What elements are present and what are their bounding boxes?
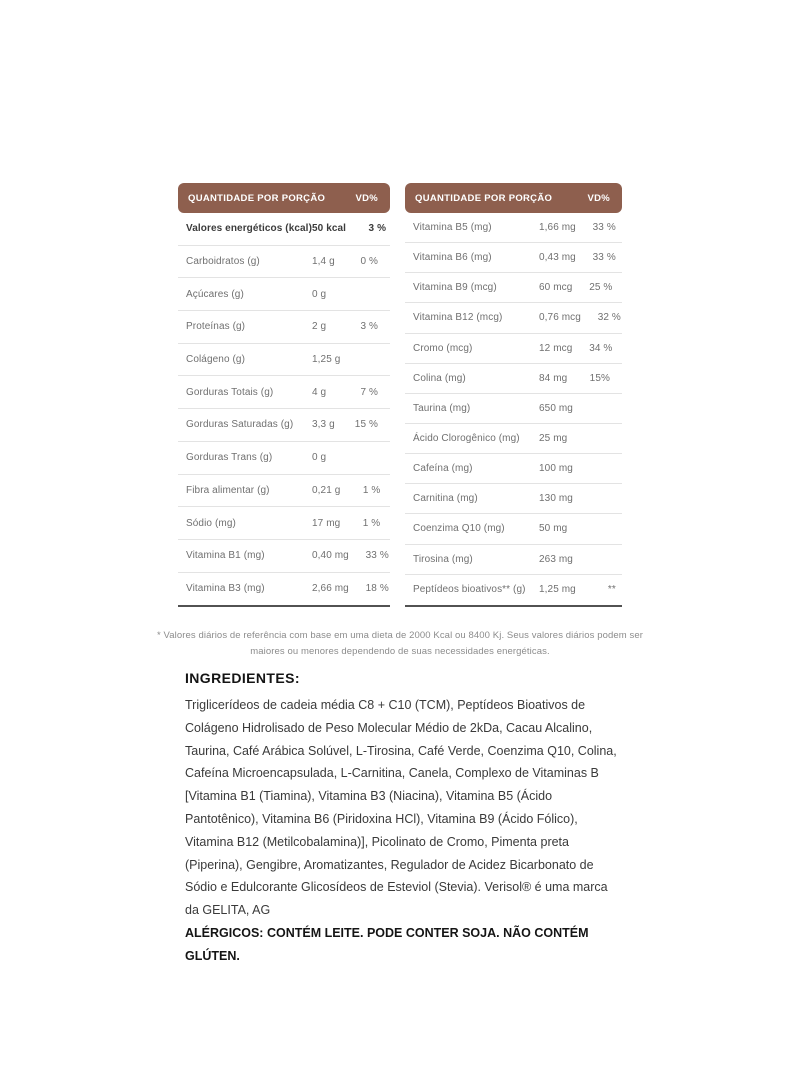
table-row [405,303,622,333]
table-body-right [405,213,622,607]
allergens-statement: ALÉRGICOS: CONTÉM LEITE. PODE CONTER SOJA. NÃO CONTÉM GLÚTEN. [185,925,589,963]
table-row [405,514,622,544]
nutrient-label: Carnitina (mg) [413,493,478,505]
table-row [178,213,390,246]
table-row [178,442,390,475]
nutrient-value: 650 mg [539,402,573,414]
table-header-right [405,183,622,213]
table-row [178,475,390,508]
nutrient-value: 0 g [312,288,327,300]
nutrient-daily-value: 33 % [592,252,616,264]
nutrient-value: 1,66 mg [539,222,576,234]
table-row [405,454,622,484]
nutrient-daily-value: 34 % [589,342,613,354]
nutrient-value: 0,43 mg [539,252,576,264]
column-header-vd: VD% [355,192,378,204]
nutrient-label: Sódio (mg) [186,517,236,529]
nutrient-label: Vitamina B9 (mcg) [413,282,497,294]
nutrient-value: 84 mg [539,372,568,384]
table-row [405,364,622,394]
nutrient-value: 130 mg [539,493,573,505]
table-row [405,424,622,454]
nutrient-daily-value: 15 % [354,419,378,431]
nutrient-value: 50 kcal [312,223,347,235]
nutrient-value: 1,25 mg [539,584,576,596]
nutrient-value: 25 mg [539,433,568,445]
nutrient-label: Gorduras Saturadas (g) [186,419,294,431]
table-row [405,273,622,303]
nutrient-daily-value: 1 % [362,484,381,496]
table-row [405,243,622,273]
nutrient-daily-value: 15% [589,372,610,384]
table-row [178,311,390,344]
nutrient-value: 0 g [312,452,327,464]
nutrient-value: 12 mcg [539,342,573,354]
nutrient-value: 4 g [312,386,327,398]
table-row [178,376,390,409]
nutrient-label: Gorduras Totais (g) [186,386,274,398]
nutrient-daily-value: 0 % [360,256,378,268]
table-row [405,213,622,243]
nutrient-daily-value: 7 % [360,386,378,398]
nutrient-label: Ácido Clorogênico (mg) [413,433,520,445]
nutrient-daily-value: 1 % [362,517,381,529]
nutrient-label: Colina (mg) [413,372,466,384]
table-row [178,246,390,279]
table-row [178,540,390,573]
nutrient-label: Valores energéticos (kcal) [186,223,312,235]
nutrient-label: Tirosina (mg) [413,553,473,565]
nutrient-value: 60 mcg [539,282,573,294]
nutrient-label: Coenzima Q10 (mg) [413,523,505,535]
table-header-left [178,183,390,213]
nutrient-value: 2,66 mg [312,583,349,595]
nutrient-value: 0,21 g [312,484,341,496]
nutrient-daily-value: 25 % [589,282,613,294]
nutrient-daily-value: 33 % [365,550,389,562]
table-row [405,545,622,575]
ingredients-text: Triglicerídeos de cadeia média C8 + C10 (TCM), Peptídeos Bioativos de Colágeno Hidrolisado de Peso Molecular Médio de 2kDa, Cacau Alcalino, Taurina, Café Arábica Solúvel, L-Tirosina, Café Verde, Coenzima Q10, Colina, Cafeína Microencapsulada, L-Carnitina, Canela, Complexo de Vitaminas B [Vitamina B1 (Tiamina), Vitamina B3 (Niacina), Vitamina B5 (Ácido Pantotênico), Vitamina B6 (Piridoxina HCl), Vitamina B9 (Ácido Fólico), Vitamina B12 (Metilcobalamina)], Picolinato de Cromo, Pimenta preta (Piperina), Gengibre, Aromatizantes, Regulador de Acidez Bicarbonato de Sódio e Edulcorante Glicosídeos de Esteviol (Stevia). Verisol® é uma marca da GELITA, AG [185,698,617,918]
ingredients-section [185,670,622,968]
nutrient-label: Vitamina B3 (mg) [186,583,265,595]
nutrient-label: Gorduras Trans (g) [186,452,273,464]
nutrient-value: 1,4 g [312,256,335,268]
nutrition-table-left [178,183,390,607]
nutrient-label: Proteínas (g) [186,321,246,333]
nutrient-label: Colágeno (g) [186,354,246,366]
table-row [405,575,622,605]
daily-values-footnote: * Valores diários de referência com base em uma dieta de 2000 Kcal ou 8400 Kj. Seus valores diários podem ser maiores ou menores dependendo de suas necessidades energéticas. [157,630,643,657]
nutrient-label: Fibra alimentar (g) [186,484,270,496]
nutrient-label: Vitamina B5 (mg) [413,222,492,234]
nutrient-value: 3,3 g [312,419,335,431]
nutrient-label: Cromo (mcg) [413,342,473,354]
nutrient-value: 17 mg [312,517,341,529]
table-row [405,334,622,364]
table-row [178,573,390,606]
table-row [405,394,622,424]
nutrient-label: Cafeína (mg) [413,463,473,475]
column-header-vd: VD% [587,192,610,204]
nutrient-label: Vitamina B12 (mcg) [413,312,503,324]
nutrient-label: Vitamina B1 (mg) [186,550,265,562]
nutrient-label: Carboidratos (g) [186,256,260,268]
nutrient-label: Taurina (mg) [413,402,471,414]
table-row [178,344,390,377]
table-row [178,409,390,442]
table-body-left [178,213,390,607]
table-row [178,278,390,311]
nutrient-daily-value: 32 % [597,312,621,324]
nutrient-daily-value: 33 % [592,222,616,234]
column-header-quantity: QUANTIDADE POR PORÇÃO [188,192,326,204]
nutrient-value: 100 mg [539,463,573,475]
nutrient-label: Açúcares (g) [186,288,244,300]
nutrient-daily-value: 3 % [368,223,387,235]
nutrient-value: 50 mg [539,523,568,535]
nutrient-daily-value: 18 % [365,583,389,595]
nutrient-value: 1,25 g [312,354,341,366]
nutrient-value: 0,76 mcg [539,312,581,324]
table-row [178,507,390,540]
table-row [405,484,622,514]
nutrient-label: Vitamina B6 (mg) [413,252,492,264]
nutrient-value: 0,40 mg [312,550,349,562]
ingredients-heading: INGREDIENTES: [185,670,300,686]
nutrient-value: 2 g [312,321,327,333]
nutrient-daily-value: 3 % [360,321,378,333]
nutrient-daily-value: ** [607,584,616,596]
nutrition-table-right [405,183,622,607]
column-header-quantity: QUANTIDADE POR PORÇÃO [415,192,553,204]
nutrient-label: Peptídeos bioativos** (g) [413,584,526,596]
nutrient-value: 263 mg [539,553,573,565]
